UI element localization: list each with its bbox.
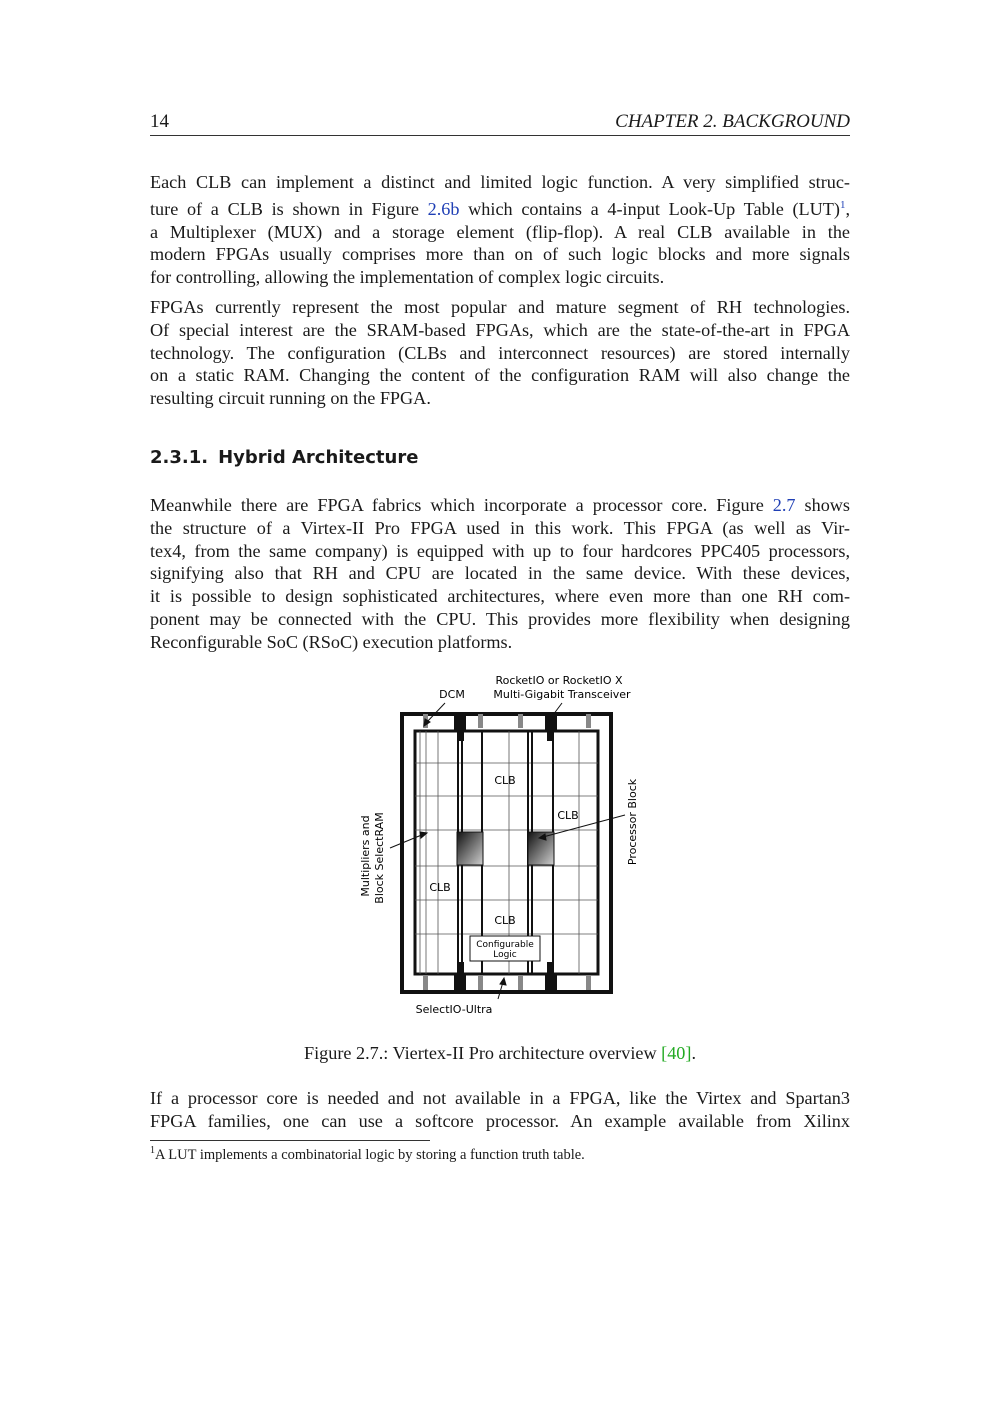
label-configurable: Configurable [476,940,534,950]
text-line: If a processor core is needed and not available in a FPGA, like the Virtex and Spartan3 [150,1088,850,1108]
text-line: FPGAs currently represent the most popular and mature segment of RH technologies. [150,297,850,317]
label-clb-top: CLB [494,774,516,787]
figure-link[interactable]: 2.7 [772,495,796,515]
footnote-link[interactable]: 1 [839,198,846,211]
label-selectram: Block SelectRAM [373,812,386,904]
label-rocketio: RocketIO or RocketIO X [495,674,623,687]
text-line: a Multiplexer (MUX) and a storage element (flip-flop). A real CLB available in the [150,221,850,242]
text-line: resulting circuit running on the FPGA. [150,388,431,409]
text-line: on a static RAM. Changing the content of the configuration RAM will also change the [150,365,850,386]
chapter-title: CHAPTER 2. BACKGROUND [615,111,850,132]
text-line: the structure of a Virtex-II Pro FPGA used in this work. This FPGA (as well as Vir- [150,517,850,538]
figure-link[interactable]: 2.6b [427,198,460,219]
section-title: Hybrid Architecture [218,447,419,468]
virtex-architecture-figure [350,668,650,1020]
label-selectio: SelectIO-Ultra [415,1003,493,1016]
text-line: ponent may be connected with the CPU. This provides more flexibility when designing [150,608,850,629]
paragraph-softcore [150,1087,850,1133]
text-line: Of special interest are the SRAM-based FPGAs, which are the state-of-the-art in FPGA [150,319,850,340]
text-line: modern FPGAs usually comprises more than on of such logic blocks and more signals [150,244,850,265]
text-line: for controlling, allowing the implementation of complex logic circuits. [150,267,665,288]
paragraph-clb [150,171,850,289]
text-line: Reconfigurable SoC (RSoC) execution platforms. [150,631,513,652]
running-header [150,111,850,136]
io-blocks-bottom [423,974,591,990]
paragraph-hybrid [150,494,850,654]
section-heading [150,447,418,468]
label-clb-left: CLB [429,881,451,894]
text-line: technology. The configuration (CLBs and interconnect resources) are stored internally [150,342,850,363]
paragraph-fpga [150,296,850,410]
citation-link[interactable]: [40] [661,1043,692,1063]
label-logic: Logic [493,950,517,960]
text-line: signifying also that RH and CPU are located in the same device. With these devices, [150,563,850,584]
page-number: 14 [150,111,169,132]
text-line: Meanwhile there are FPGA fabrics which incorporate a processor core. Figure 2.7 shows [150,495,850,515]
section-number: 2.3.1. [150,447,209,468]
label-multipliers: Multipliers and [359,815,372,897]
label-dcm: DCM [439,688,465,701]
label-processor-block: Processor Block [626,778,639,866]
text-line: it is possible to design sophisticated architectures, where even more than one RH com- [150,586,850,607]
footnote [150,1145,585,1164]
footnote-rule [150,1140,430,1141]
io-blocks-top [423,714,591,730]
text-line: Each CLB can implement a distinct and limited logic function. A very simplified struc- [150,172,850,192]
figure-caption: Figure 2.7.: Viertex-II Pro architecture overview [40]. [303,1043,696,1063]
label-clb-right: CLB [557,809,579,822]
label-clb-bottom: CLB [494,914,516,927]
footnote-text: A LUT implements a combinatorial logic by storing a function truth table. [155,1146,585,1163]
text-line: tex4, from the same company) is equipped with up to four hardcores PPC405 processors, [150,540,850,561]
text-line: FPGA families, one can use a softcore processor. An example available from Xilinx [150,1110,850,1131]
processor-block-left [457,832,483,865]
footnote-mark: 1 [150,1145,155,1156]
label-transceiver: Multi-Gigabit Transceiver [493,688,631,701]
text-line: ture of a CLB is shown in Figure 2.6b which contains a 4-input Look-Up Table (LUT)$^1$, [150,198,850,219]
